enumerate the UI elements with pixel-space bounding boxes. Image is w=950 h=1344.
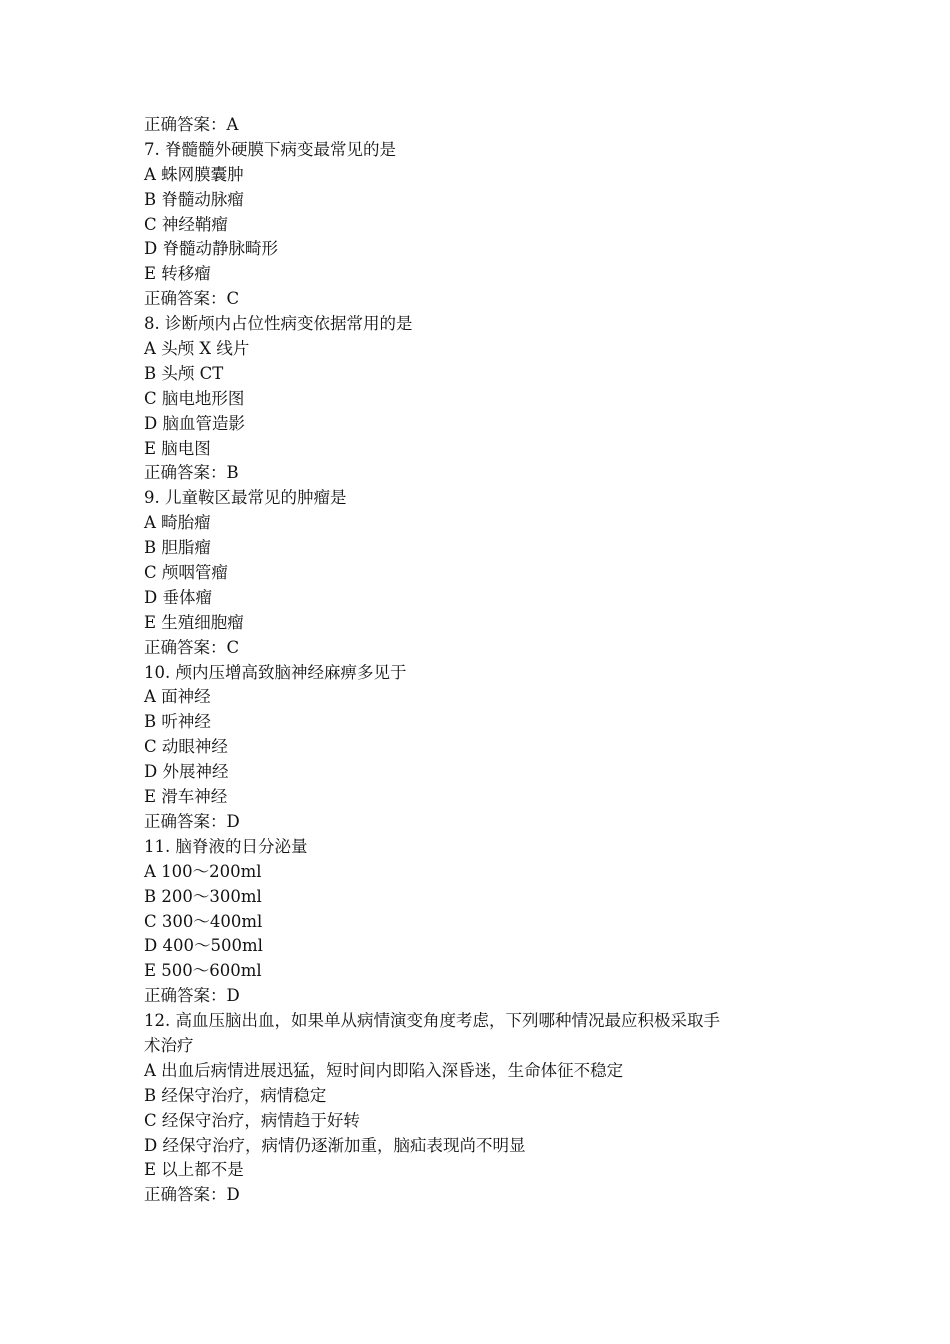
option-line: A 面神经 (144, 687, 211, 707)
option-line: D 外展神经 (144, 762, 229, 782)
option-line: E 500～600ml (144, 961, 262, 981)
option-line: C 动眼神经 (144, 737, 228, 757)
option-line: E 生殖细胞瘤 (144, 612, 244, 632)
question-line: 10. 颅内压增高致脑神经麻痹多见于 (144, 662, 407, 682)
question-continuation-line: 术治疗 (144, 1035, 194, 1055)
question-line: 11. 脑脊液的日分泌量 (144, 836, 308, 856)
option-line: E 以上都不是 (144, 1160, 244, 1180)
answer-line: 正确答案：C (144, 289, 240, 309)
option-line: A 头颅 X 线片 (144, 339, 250, 359)
answer-line: 正确答案：C (144, 637, 240, 657)
option-line: C 经保守治疗，病情趋于好转 (144, 1110, 360, 1130)
answer-line: 正确答案：A (144, 115, 239, 134)
option-line: D 400～500ml (144, 936, 263, 956)
document-body (144, 113, 824, 1208)
option-line: D 脑血管造影 (144, 413, 245, 433)
option-line: E 转移瘤 (144, 264, 211, 284)
option-line: B 听神经 (144, 712, 211, 732)
option-line: D 经保守治疗，病情仍逐渐加重，脑疝表现尚不明显 (144, 1135, 526, 1155)
option-line: D 垂体瘤 (144, 587, 212, 607)
option-line: E 脑电图 (144, 438, 211, 458)
option-line: B 经保守治疗，病情稳定 (144, 1085, 327, 1105)
option-line: A 畸胎瘤 (144, 513, 211, 533)
question-line: 8. 诊断颅内占位性病变依据常用的是 (144, 314, 413, 334)
option-line: C 颅咽管瘤 (144, 563, 228, 583)
answer-line: 正确答案：B (144, 463, 239, 483)
option-line: C 神经鞘瘤 (144, 214, 228, 234)
option-line: B 头颅 CT (144, 363, 224, 383)
option-line: B 脊髓动脉瘤 (144, 189, 244, 209)
option-line: A 100～200ml (144, 861, 262, 881)
answer-line: 正确答案：D (144, 986, 240, 1006)
question-line: 7. 脊髓髓外硬膜下病变最常见的是 (144, 139, 396, 159)
option-line: C 300～400ml (144, 911, 263, 931)
answer-line: 正确答案：D (144, 1185, 240, 1205)
option-line: D 脊髓动静脉畸形 (144, 239, 278, 259)
answer-line: 正确答案：D (144, 811, 240, 831)
option-line: E 滑车神经 (144, 787, 228, 807)
question-line: 12. 高血压脑出血，如果单从病情演变角度考虑，下列哪种情况最应积极采取手 (144, 1011, 720, 1031)
option-line: A 出血后病情进展迅猛，短时间内即陷入深昏迷，生命体征不稳定 (144, 1060, 624, 1080)
option-line: B 200～300ml (144, 886, 262, 906)
option-line: A 蛛网膜囊肿 (144, 164, 244, 184)
option-line: C 脑电地形图 (144, 388, 245, 408)
option-line: B 胆脂瘤 (144, 538, 211, 558)
question-line: 9. 儿童鞍区最常见的肿瘤是 (144, 488, 347, 508)
